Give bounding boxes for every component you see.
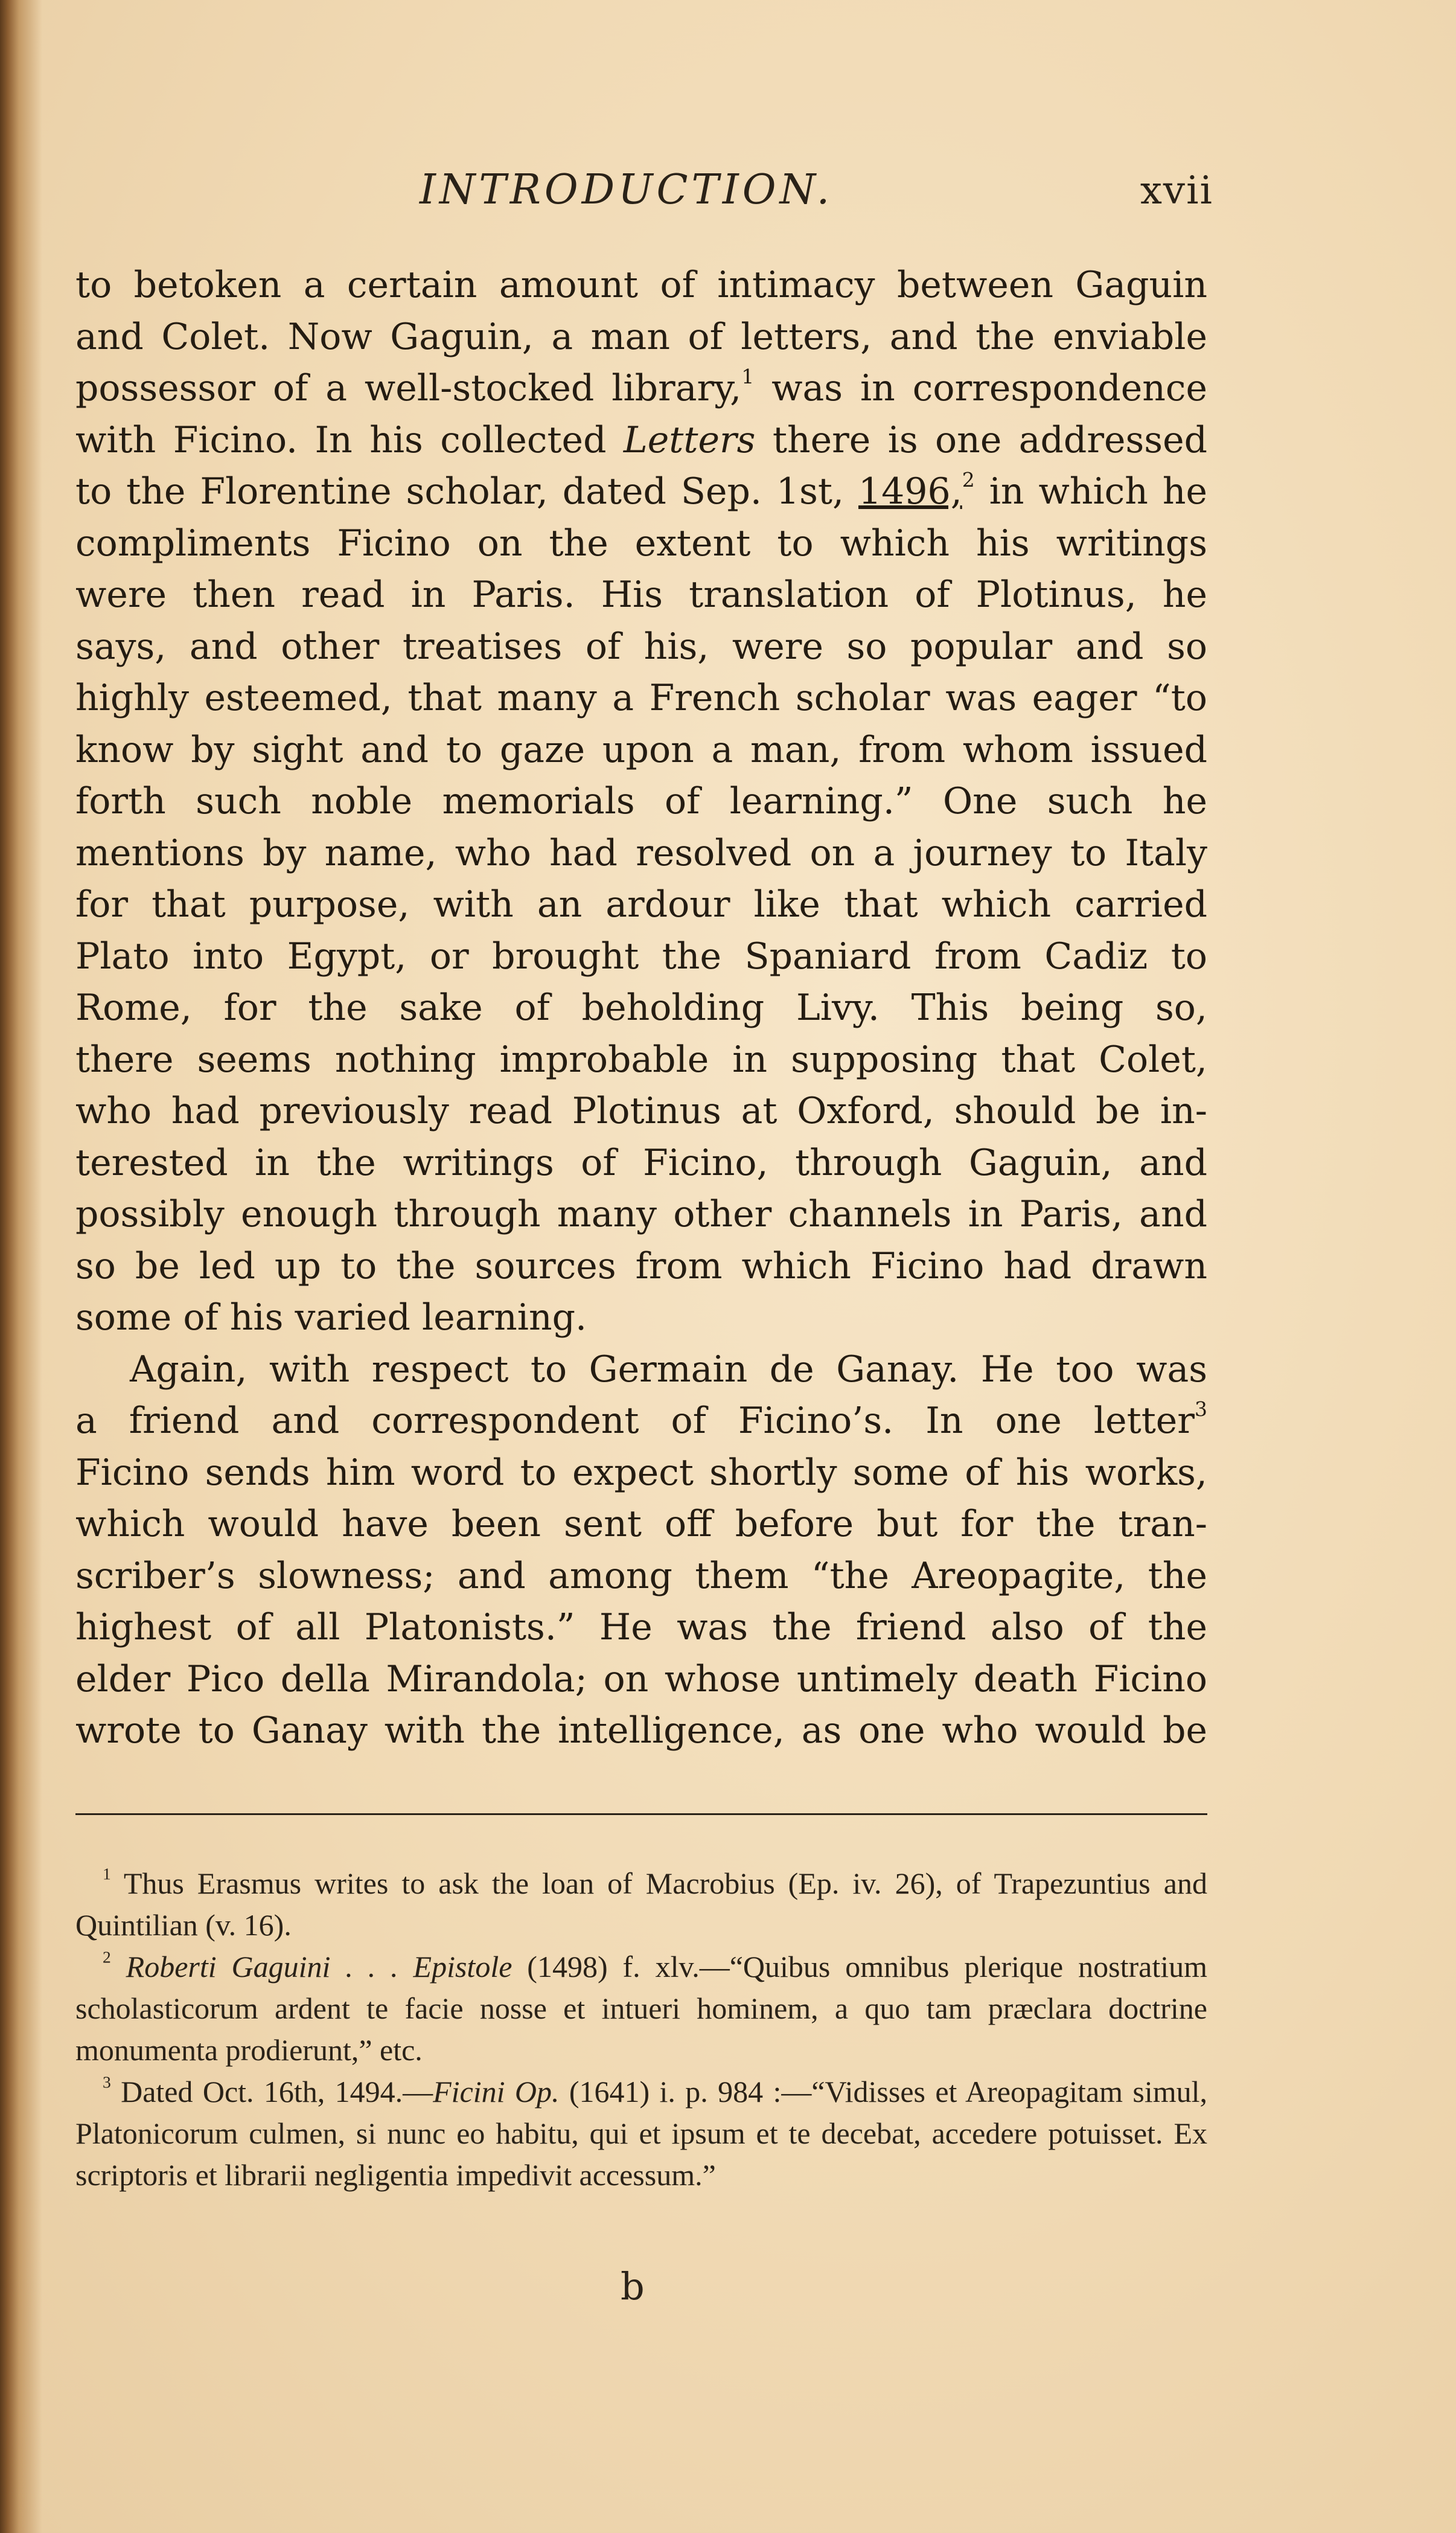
- footnote-ref: 2: [962, 467, 975, 492]
- text-line: who had previously read Plotinus at Oxford, should be in-: [75, 1090, 1207, 1132]
- margin-pencil-mark: ​: [1223, 589, 1252, 601]
- text-line: Plato into Egypt, or brought the Spaniard from Cadiz to: [75, 935, 1207, 978]
- text-line: were then read in Paris. His translation of Plotinus, he: [75, 574, 1207, 616]
- text-line: Rome, for the sake of beholding Livy. This being so,: [75, 987, 1207, 1029]
- text-line: terested in the writings of Ficino, through Gaguin, and: [75, 1141, 1207, 1184]
- footnote: $^3$ Dated Oct. 16th, 1494.—Ficini Op. (1641) i. p. 984 :—“Vidisses et Areopagitam simul, Platonicorum culmen, si nunc eo habitu, qui et ipsum et te decebat, accedere potuisset. Ex scriptoris et librarii negligentia impedivit accessum.”: [75, 2072, 1208, 2192]
- footnotes: [75, 1863, 1207, 2196]
- text-line: Again, with respect to Germain de Ganay. He too was: [130, 1348, 1207, 1391]
- body-text: [75, 260, 1207, 1757]
- text-line: for that purpose, with an ardour like that which carried: [75, 883, 1207, 926]
- text-line: which would have been sent off before but for the tran-: [75, 1503, 1207, 1545]
- folio-signature: b: [621, 2264, 645, 2308]
- running-head: [75, 166, 1213, 220]
- text-line: mentions by name, who had resolved on a journey to Italy: [75, 831, 1207, 874]
- running-head-page-number: xvii: [1140, 168, 1213, 213]
- footnote-marker: 1: [103, 1864, 111, 1883]
- text-line: elder Pico della Mirandola; on whose untimely death Ficino: [75, 1657, 1207, 1700]
- text-line: wrote to Ganay with the intelligence, as one who would be: [75, 1709, 1207, 1752]
- footnote-ref: 1: [741, 364, 755, 388]
- text-line: highly esteemed, that many a French scholar was eager “to: [75, 677, 1207, 719]
- binding-gutter: [0, 0, 42, 2533]
- text-line: to the Florentine scholar, dated Sep. 1st, 1496,$^2$ in which he: [75, 467, 1207, 513]
- text-line: compliments Ficino on the extent to which his writings: [75, 522, 1207, 565]
- text-line: possibly enough through many other channels in Paris, and: [75, 1193, 1207, 1235]
- footnote-ref: 3: [1195, 1397, 1207, 1421]
- text-line: so be led up to the sources from which Ficino had drawn: [75, 1244, 1207, 1287]
- text-line: to betoken a certain amount of intimacy between Gaguin: [75, 264, 1207, 306]
- text-line: highest of all Platonists.” He was the friend also of the: [75, 1606, 1207, 1648]
- footnote-marker: 3: [103, 2072, 111, 2092]
- text-line: scriber’s slowness; and among them “the Areopagite, the: [75, 1554, 1207, 1597]
- footnote: $^1$ Thus Erasmus writes to ask the loan of Macrobius (Ep. iv. 26), of Trapezuntius and Quintilian (v. 16).: [75, 1864, 1207, 1942]
- text-line: forth such noble memorials of learning.” One such he: [75, 780, 1207, 822]
- footnote-marker: 2: [103, 1947, 111, 1967]
- text-line: with Ficino. In his collected Letters there is one addressed: [75, 418, 1208, 461]
- text-line: and Colet. Now Gaguin, a man of letters, and the enviable: [75, 315, 1207, 358]
- text-line: possessor of a well-stocked library,$^1$ was in correspondence: [75, 364, 1207, 409]
- text-line: a friend and correspondent of Ficino’s. In one letter$^3$: [75, 1397, 1207, 1442]
- text-line: some of his varied learning.: [75, 1296, 587, 1339]
- footnote: $^2$ Roberti Gaguini . . . Epistole (1498) f. xlv.—“Quibus omnibus plerique nostratium scholasticorum ardent te facie nosse et intueri hominem, a quo tam præclara doctrine monumenta prodierunt,” etc.: [75, 1947, 1207, 2067]
- text-line: know by sight and to gaze upon a man, from whom issued: [75, 728, 1207, 771]
- text-line: there seems nothing improbable in supposing that Colet,: [75, 1038, 1207, 1081]
- running-head-title: INTRODUCTION.: [420, 166, 834, 214]
- footnote-rule: [75, 1813, 1207, 1815]
- text-line: Ficino sends him word to expect shortly some of his works,: [75, 1451, 1207, 1494]
- text-line: says, and other treatises of his, were so popular and so: [75, 625, 1207, 668]
